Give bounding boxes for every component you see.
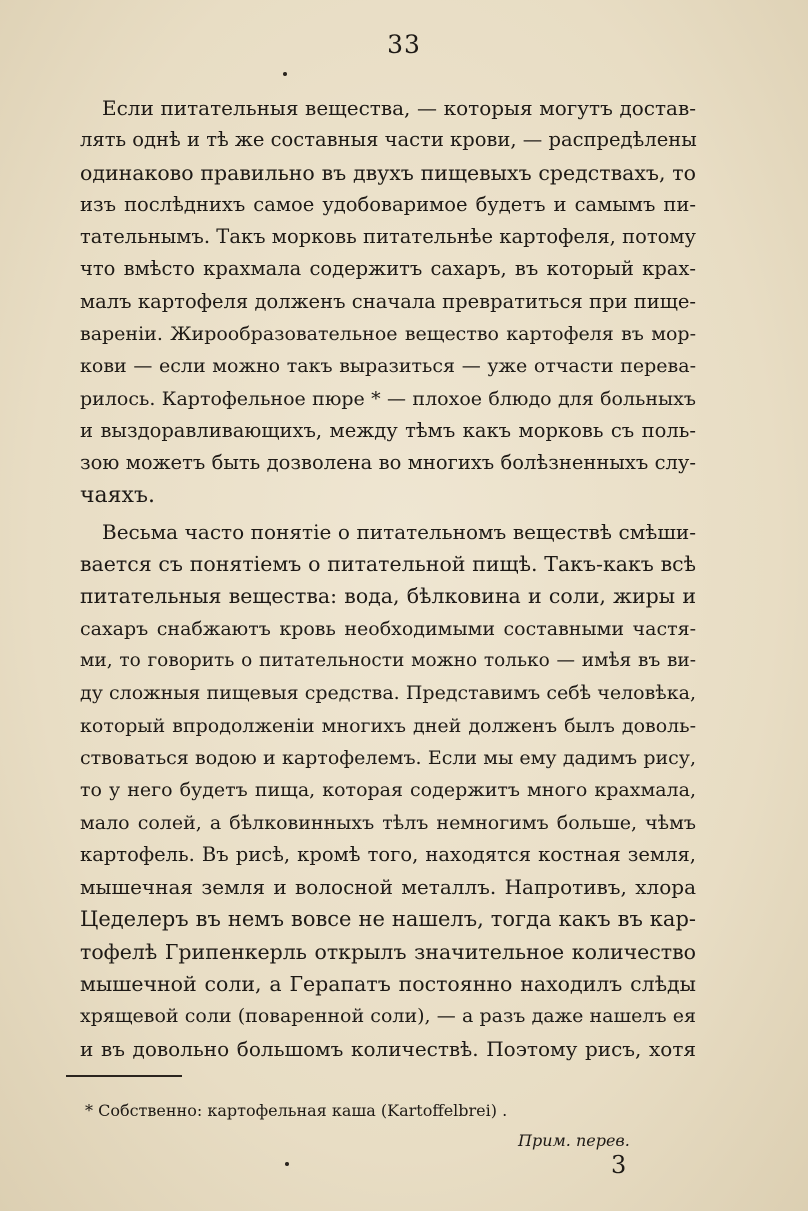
text-line: ми, то говорить о питательности можно только — имѣя въ ви- bbox=[80, 650, 696, 672]
text-line: зою можетъ быть дозволена во многихъ болѣзненныхъ слу- bbox=[80, 451, 696, 475]
text-line: мышечная земля и волосной металлъ. Напротивъ, хлора bbox=[80, 875, 696, 900]
text-line: Цеделеръ въ немъ вовсе не нашелъ, тогда какъ въ кар- bbox=[80, 907, 696, 932]
text-line: то у него будетъ пища, которая содержитъ много крахмала, bbox=[80, 779, 696, 802]
translator-note: Прим. перев. bbox=[518, 1131, 630, 1150]
text-line: чаяхъ. bbox=[80, 482, 155, 508]
text-line: Если питательныя вещества, — которыя могутъ достав- bbox=[102, 96, 696, 120]
text-line: хрящевой соли (поваренной соли), — а разъ даже нашелъ ея bbox=[80, 1005, 696, 1028]
text-line: тофелѣ Грипенкерль открылъ значительное количество bbox=[80, 939, 696, 964]
footnote: * Собственно: картофельная каша (Kartoffelbrei) . bbox=[85, 1101, 508, 1120]
text-line: картофель. Въ рисѣ, кромѣ того, находятся костная земля, bbox=[80, 842, 696, 866]
text-line: тательнымъ. Такъ морковь питательнѣе картофеля, потому bbox=[80, 225, 696, 249]
signature-mark: 3 bbox=[611, 1151, 627, 1179]
text-line: ду сложныя пищевыя средства. Представимъ себѣ человѣка, bbox=[80, 682, 696, 705]
paragraph-2 bbox=[80, 516, 696, 1065]
text-line: питательныя вещества: вода, бѣлковина и соли, жиры и bbox=[80, 584, 696, 609]
text-line: мало солей, а бѣлковинныхъ тѣлъ немногимъ больше, чѣмъ bbox=[80, 811, 696, 834]
paragraph-1 bbox=[80, 92, 696, 512]
text-line: который впродолженіи многихъ дней долженъ былъ доволь- bbox=[80, 714, 696, 737]
text-line: кови — если можно такъ выразиться — уже отчасти перева- bbox=[80, 355, 696, 378]
text-line: мышечной соли, а Герапатъ постоянно находилъ слѣды bbox=[80, 972, 696, 997]
footnote-divider bbox=[66, 1075, 182, 1077]
text-line: малъ картофеля долженъ сначала превратиться при пище- bbox=[80, 289, 696, 313]
text-line: вается съ понятіемъ о питательной пищѣ. Такъ-какъ всѣ bbox=[80, 552, 696, 577]
body-text bbox=[80, 92, 696, 1065]
ink-speck bbox=[285, 1162, 289, 1166]
text-line: вареніи. Жирообразовательное вещество картофеля въ мор- bbox=[80, 323, 696, 346]
text-line: сахаръ снабжаютъ кровь необходимыми составными частя- bbox=[80, 617, 696, 640]
text-line: рилось. Картофельное пюре * — плохое блюдо для больныхъ bbox=[80, 387, 696, 410]
text-line: ствоваться водою и картофелемъ. Если мы ему дадимъ рису, bbox=[80, 746, 696, 769]
text-line: и въ довольно большомъ количествѣ. Поэтому рисъ, хотя bbox=[80, 1036, 696, 1061]
text-line: лять однѣ и тѣ же составныя части крови, — распредѣлены bbox=[80, 128, 697, 152]
page-number: 33 bbox=[387, 30, 421, 59]
text-line: изъ послѣднихъ самое удобоваримое будетъ и самымъ пи- bbox=[80, 192, 696, 216]
text-line: Весьма часто понятіе о питательномъ веществѣ смѣши- bbox=[102, 519, 696, 544]
ink-speck bbox=[283, 72, 287, 76]
text-line: и выздоравливающихъ, между тѣмъ какъ морковь съ поль- bbox=[80, 418, 696, 442]
text-line: что вмѣсто крахмала содержитъ сахаръ, въ который крах- bbox=[80, 257, 696, 281]
text-line: одинаково правильно въ двухъ пищевыхъ средствахъ, то bbox=[80, 160, 696, 185]
